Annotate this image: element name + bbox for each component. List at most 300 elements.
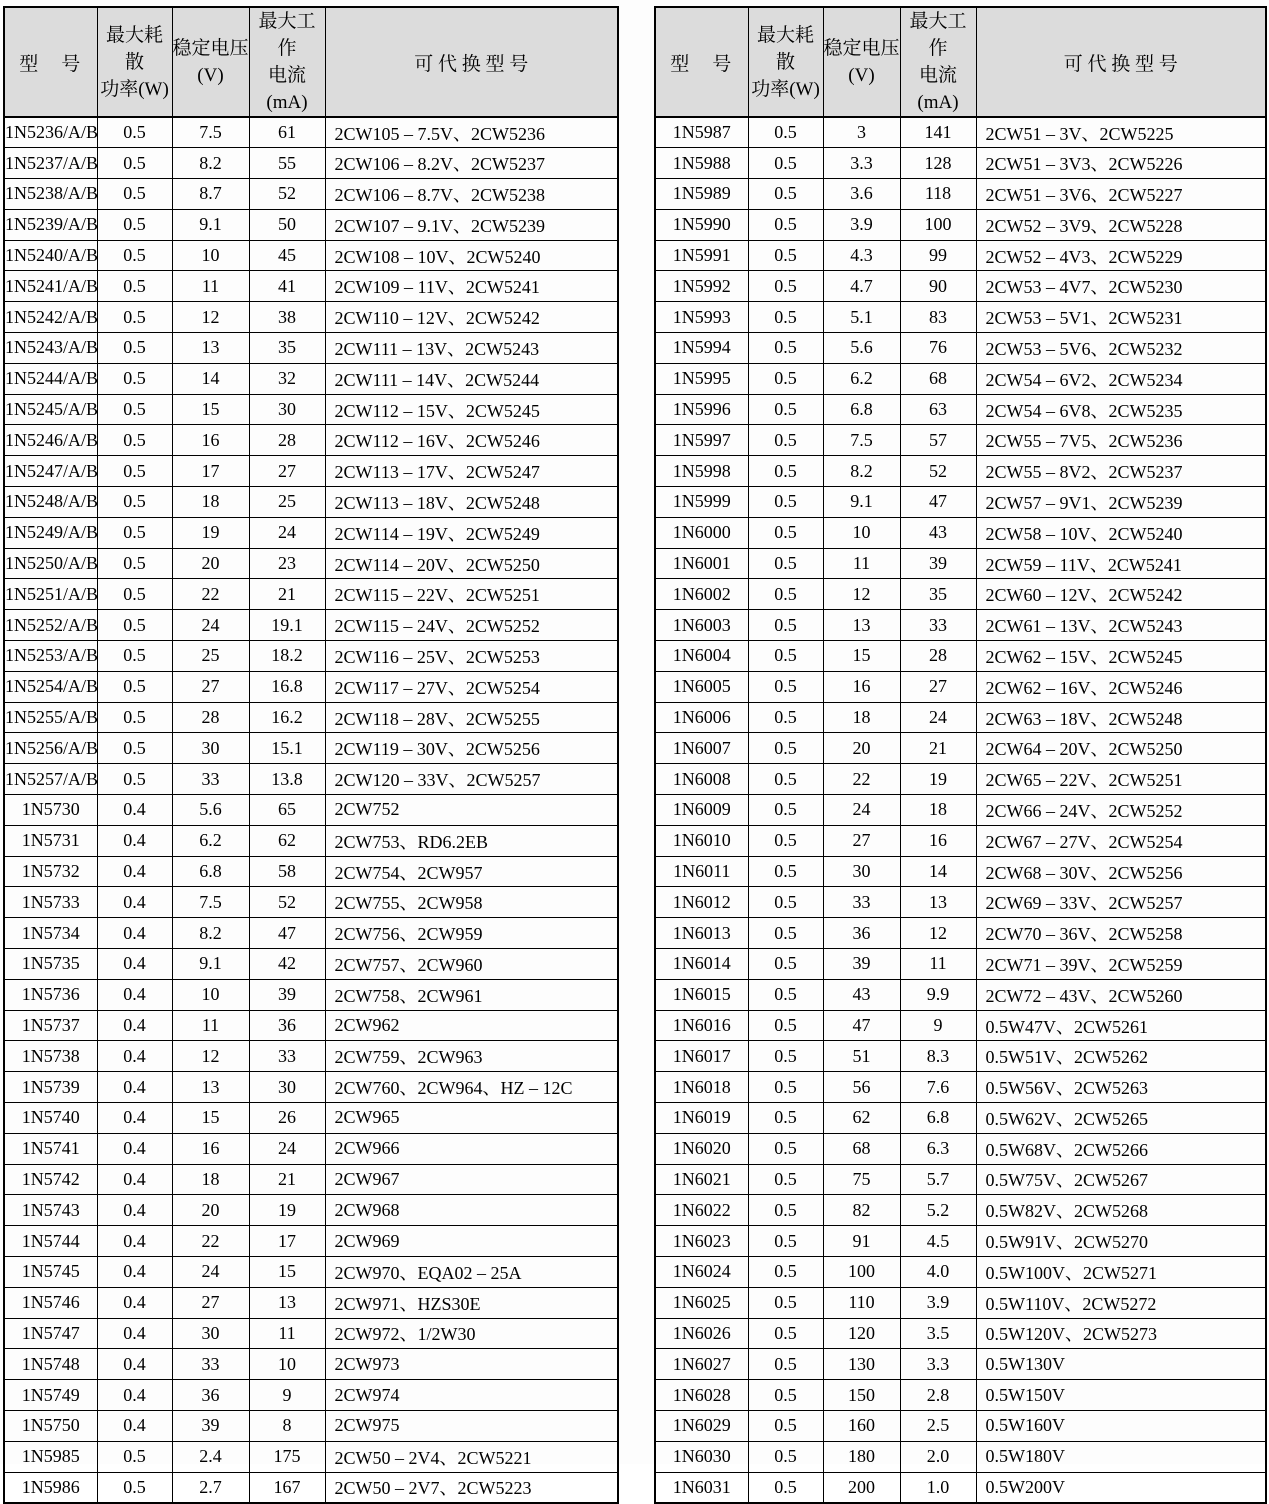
power-cell: 0.4 bbox=[97, 1103, 172, 1134]
current-cell: 30 bbox=[249, 1072, 325, 1103]
voltage-cell: 39 bbox=[172, 1410, 249, 1441]
voltage-cell: 7.5 bbox=[823, 425, 900, 456]
table-row bbox=[655, 1472, 1266, 1503]
power-cell: 0.5 bbox=[748, 1349, 823, 1380]
header-max-current: 最大工作 电流(mA) bbox=[249, 7, 325, 117]
table-row bbox=[655, 517, 1266, 548]
model-cell: 1N5236/A/B bbox=[4, 117, 97, 148]
header-replacement-models: 可 代 换 型 号 bbox=[325, 7, 618, 117]
replacement-cell: 2CW105 – 7.5V、2CW5236 bbox=[325, 117, 618, 148]
voltage-cell: 11 bbox=[172, 1010, 249, 1041]
voltage-cell: 3.3 bbox=[823, 148, 900, 179]
replacement-cell: 2CW115 – 22V、2CW5251 bbox=[325, 579, 618, 610]
power-cell: 0.5 bbox=[748, 1133, 823, 1164]
power-cell: 0.5 bbox=[97, 209, 172, 240]
table-row bbox=[4, 671, 618, 702]
table-row bbox=[4, 918, 618, 949]
model-cell: 1N5245/A/B bbox=[4, 394, 97, 425]
table-row bbox=[4, 333, 618, 364]
replacement-cell: 2CW754、2CW957 bbox=[325, 856, 618, 887]
replacement-cell: 2CW57 – 9V1、2CW5239 bbox=[976, 487, 1266, 518]
replacement-cell: 2CW113 – 17V、2CW5247 bbox=[325, 456, 618, 487]
voltage-cell: 13 bbox=[172, 1072, 249, 1103]
voltage-cell: 33 bbox=[172, 764, 249, 795]
table-row bbox=[4, 795, 618, 826]
table-row bbox=[655, 271, 1266, 302]
voltage-cell: 7.5 bbox=[172, 117, 249, 148]
table-row bbox=[655, 179, 1266, 210]
replacement-cell: 2CW59 – 11V、2CW5241 bbox=[976, 548, 1266, 579]
model-cell: 1N5749 bbox=[4, 1380, 97, 1411]
model-cell: 1N5999 bbox=[655, 487, 748, 518]
voltage-cell: 12 bbox=[172, 302, 249, 333]
replacement-cell: 2CW115 – 24V、2CW5252 bbox=[325, 610, 618, 641]
power-cell: 0.4 bbox=[97, 1041, 172, 1072]
current-cell: 52 bbox=[900, 456, 976, 487]
table-row bbox=[4, 1133, 618, 1164]
replacement-cell: 2CW967 bbox=[325, 1164, 618, 1195]
current-cell: 33 bbox=[900, 610, 976, 641]
replacement-cell: 2CW966 bbox=[325, 1133, 618, 1164]
table-row bbox=[655, 1103, 1266, 1134]
voltage-cell: 56 bbox=[823, 1072, 900, 1103]
table-row bbox=[4, 1318, 618, 1349]
current-cell: 16 bbox=[900, 825, 976, 856]
table-row bbox=[655, 702, 1266, 733]
current-cell: 47 bbox=[900, 487, 976, 518]
model-cell: 1N6015 bbox=[655, 979, 748, 1010]
power-cell: 0.4 bbox=[97, 1226, 172, 1257]
power-cell: 0.5 bbox=[748, 825, 823, 856]
table-row bbox=[4, 456, 618, 487]
model-cell: 1N5990 bbox=[655, 209, 748, 240]
power-cell: 0.4 bbox=[97, 1410, 172, 1441]
voltage-cell: 27 bbox=[172, 671, 249, 702]
table-row bbox=[4, 1472, 618, 1503]
power-cell: 0.5 bbox=[748, 240, 823, 271]
replacement-cell: 0.5W160V bbox=[976, 1410, 1266, 1441]
power-cell: 0.4 bbox=[97, 918, 172, 949]
voltage-cell: 11 bbox=[823, 548, 900, 579]
model-cell: 1N6010 bbox=[655, 825, 748, 856]
voltage-cell: 100 bbox=[823, 1256, 900, 1287]
replacement-cell: 2CW61 – 13V、2CW5243 bbox=[976, 610, 1266, 641]
current-cell: 9 bbox=[249, 1380, 325, 1411]
power-cell: 0.5 bbox=[97, 363, 172, 394]
model-cell: 1N5741 bbox=[4, 1133, 97, 1164]
model-cell: 1N5739 bbox=[4, 1072, 97, 1103]
table-row bbox=[655, 825, 1266, 856]
model-cell: 1N6013 bbox=[655, 918, 748, 949]
model-cell: 1N5996 bbox=[655, 394, 748, 425]
current-cell: 18.2 bbox=[249, 641, 325, 672]
table-row bbox=[4, 425, 618, 456]
replacement-cell: 2CW971、HZS30E bbox=[325, 1287, 618, 1318]
table-row bbox=[655, 209, 1266, 240]
voltage-cell: 200 bbox=[823, 1472, 900, 1503]
voltage-cell: 2.4 bbox=[172, 1441, 249, 1472]
replacement-cell: 2CW72 – 43V、2CW5260 bbox=[976, 979, 1266, 1010]
current-cell: 38 bbox=[249, 302, 325, 333]
replacement-cell: 2CW107 – 9.1V、2CW5239 bbox=[325, 209, 618, 240]
replacement-cell: 2CW52 – 4V3、2CW5229 bbox=[976, 240, 1266, 271]
power-cell: 0.5 bbox=[748, 456, 823, 487]
model-cell: 1N5991 bbox=[655, 240, 748, 271]
model-cell: 1N6025 bbox=[655, 1287, 748, 1318]
power-cell: 0.5 bbox=[748, 425, 823, 456]
voltage-cell: 6.8 bbox=[823, 394, 900, 425]
replacement-cell: 2CW50 – 2V4、2CW5221 bbox=[325, 1441, 618, 1472]
model-cell: 1N5737 bbox=[4, 1010, 97, 1041]
current-cell: 41 bbox=[249, 271, 325, 302]
model-cell: 1N6022 bbox=[655, 1195, 748, 1226]
model-cell: 1N6006 bbox=[655, 702, 748, 733]
table-row bbox=[4, 579, 618, 610]
table-row bbox=[655, 240, 1266, 271]
power-cell: 0.4 bbox=[97, 887, 172, 918]
voltage-cell: 150 bbox=[823, 1380, 900, 1411]
table-row bbox=[655, 394, 1266, 425]
power-cell: 0.5 bbox=[748, 1010, 823, 1041]
current-cell: 26 bbox=[249, 1103, 325, 1134]
header-max-power: 最大耗散 功率(W) bbox=[748, 7, 823, 117]
replacement-cell: 2CW51 – 3V6、2CW5227 bbox=[976, 179, 1266, 210]
power-cell: 0.4 bbox=[97, 1133, 172, 1164]
voltage-cell: 12 bbox=[172, 1041, 249, 1072]
current-cell: 39 bbox=[249, 979, 325, 1010]
current-cell: 15 bbox=[249, 1256, 325, 1287]
voltage-cell: 16 bbox=[823, 671, 900, 702]
current-cell: 19.1 bbox=[249, 610, 325, 641]
voltage-cell: 17 bbox=[172, 456, 249, 487]
replacement-cell: 2CW758、2CW961 bbox=[325, 979, 618, 1010]
replacement-cell: 2CW114 – 20V、2CW5250 bbox=[325, 548, 618, 579]
voltage-cell: 33 bbox=[172, 1349, 249, 1380]
table-row bbox=[4, 733, 618, 764]
replacement-cell: 2CW109 – 11V、2CW5241 bbox=[325, 271, 618, 302]
table-row bbox=[4, 887, 618, 918]
power-cell: 0.4 bbox=[97, 1349, 172, 1380]
model-cell: 1N6002 bbox=[655, 579, 748, 610]
power-cell: 0.5 bbox=[97, 733, 172, 764]
table-row bbox=[655, 856, 1266, 887]
voltage-cell: 75 bbox=[823, 1164, 900, 1195]
replacement-cell: 2CW70 – 36V、2CW5258 bbox=[976, 918, 1266, 949]
current-cell: 25 bbox=[249, 487, 325, 518]
model-cell: 1N6021 bbox=[655, 1164, 748, 1195]
replacement-cell: 2CW759、2CW963 bbox=[325, 1041, 618, 1072]
current-cell: 90 bbox=[900, 271, 976, 302]
power-cell: 0.5 bbox=[748, 333, 823, 364]
voltage-cell: 24 bbox=[172, 610, 249, 641]
current-cell: 45 bbox=[249, 240, 325, 271]
voltage-cell: 24 bbox=[172, 1256, 249, 1287]
table-row bbox=[655, 1041, 1266, 1072]
model-cell: 1N5736 bbox=[4, 979, 97, 1010]
model-cell: 1N6017 bbox=[655, 1041, 748, 1072]
model-cell: 1N5732 bbox=[4, 856, 97, 887]
current-cell: 21 bbox=[900, 733, 976, 764]
power-cell: 0.5 bbox=[748, 733, 823, 764]
table-row bbox=[4, 209, 618, 240]
current-cell: 28 bbox=[900, 641, 976, 672]
current-cell: 5.2 bbox=[900, 1195, 976, 1226]
replacement-cell: 0.5W75V、2CW5267 bbox=[976, 1164, 1266, 1195]
replacement-cell: 2CW117 – 27V、2CW5254 bbox=[325, 671, 618, 702]
voltage-cell: 27 bbox=[823, 825, 900, 856]
power-cell: 0.5 bbox=[97, 579, 172, 610]
current-cell: 14 bbox=[900, 856, 976, 887]
replacement-cell: 2CW71 – 39V、2CW5259 bbox=[976, 949, 1266, 980]
current-cell: 23 bbox=[249, 548, 325, 579]
table-row bbox=[655, 148, 1266, 179]
power-cell: 0.5 bbox=[748, 887, 823, 918]
current-cell: 4.0 bbox=[900, 1256, 976, 1287]
current-cell: 9.9 bbox=[900, 979, 976, 1010]
replacement-cell: 2CW51 – 3V3、2CW5226 bbox=[976, 148, 1266, 179]
power-cell: 0.5 bbox=[97, 425, 172, 456]
current-cell: 62 bbox=[249, 825, 325, 856]
voltage-cell: 16 bbox=[172, 425, 249, 456]
power-cell: 0.4 bbox=[97, 825, 172, 856]
table-row bbox=[4, 1010, 618, 1041]
replacement-cell: 2CW50 – 2V7、2CW5223 bbox=[325, 1472, 618, 1503]
power-cell: 0.5 bbox=[97, 610, 172, 641]
power-cell: 0.5 bbox=[748, 1072, 823, 1103]
model-cell: 1N5746 bbox=[4, 1287, 97, 1318]
table-row bbox=[4, 179, 618, 210]
current-cell: 35 bbox=[249, 333, 325, 364]
current-cell: 18 bbox=[900, 795, 976, 826]
voltage-cell: 120 bbox=[823, 1318, 900, 1349]
power-cell: 0.5 bbox=[748, 271, 823, 302]
power-cell: 0.5 bbox=[97, 394, 172, 425]
current-cell: 65 bbox=[249, 795, 325, 826]
voltage-cell: 3.9 bbox=[823, 209, 900, 240]
model-cell: 1N6029 bbox=[655, 1410, 748, 1441]
voltage-cell: 5.6 bbox=[172, 795, 249, 826]
table-row bbox=[655, 302, 1266, 333]
replacement-cell: 2CW54 – 6V8、2CW5235 bbox=[976, 394, 1266, 425]
replacement-cell: 2CW970、EQA02 – 25A bbox=[325, 1256, 618, 1287]
power-cell: 0.5 bbox=[748, 610, 823, 641]
power-cell: 0.5 bbox=[748, 548, 823, 579]
voltage-cell: 13 bbox=[172, 333, 249, 364]
replacement-cell: 2CW962 bbox=[325, 1010, 618, 1041]
model-cell: 1N6001 bbox=[655, 548, 748, 579]
model-cell: 1N5985 bbox=[4, 1441, 97, 1472]
power-cell: 0.5 bbox=[748, 1226, 823, 1257]
power-cell: 0.4 bbox=[97, 1164, 172, 1195]
replacement-cell: 2CW60 – 12V、2CW5242 bbox=[976, 579, 1266, 610]
model-cell: 1N5733 bbox=[4, 887, 97, 918]
replacement-cell: 0.5W82V、2CW5268 bbox=[976, 1195, 1266, 1226]
model-cell: 1N6028 bbox=[655, 1380, 748, 1411]
replacement-cell: 2CW753、RD6.2EB bbox=[325, 825, 618, 856]
replacement-cell: 2CW53 – 5V6、2CW5232 bbox=[976, 333, 1266, 364]
power-cell: 0.5 bbox=[97, 456, 172, 487]
replacement-cell: 0.5W56V、2CW5263 bbox=[976, 1072, 1266, 1103]
model-cell: 1N5257/A/B bbox=[4, 764, 97, 795]
voltage-cell: 18 bbox=[172, 487, 249, 518]
table-body-left bbox=[4, 117, 618, 1503]
model-cell: 1N5740 bbox=[4, 1103, 97, 1134]
table-row bbox=[4, 979, 618, 1010]
current-cell: 33 bbox=[249, 1041, 325, 1072]
current-cell: 2.0 bbox=[900, 1441, 976, 1472]
model-cell: 1N6005 bbox=[655, 671, 748, 702]
replacement-cell: 2CW116 – 25V、2CW5253 bbox=[325, 641, 618, 672]
table-row bbox=[4, 1103, 618, 1134]
voltage-cell: 10 bbox=[172, 979, 249, 1010]
power-cell: 0.4 bbox=[97, 795, 172, 826]
power-cell: 0.4 bbox=[97, 1010, 172, 1041]
model-cell: 1N6011 bbox=[655, 856, 748, 887]
table-row bbox=[4, 1287, 618, 1318]
replacement-cell: 2CW120 – 33V、2CW5257 bbox=[325, 764, 618, 795]
power-cell: 0.5 bbox=[748, 795, 823, 826]
voltage-cell: 4.3 bbox=[823, 240, 900, 271]
table-row bbox=[655, 363, 1266, 394]
voltage-cell: 110 bbox=[823, 1287, 900, 1318]
voltage-cell: 8.2 bbox=[823, 456, 900, 487]
current-cell: 30 bbox=[249, 394, 325, 425]
power-cell: 0.5 bbox=[748, 302, 823, 333]
current-cell: 141 bbox=[900, 117, 976, 148]
voltage-cell: 22 bbox=[823, 764, 900, 795]
voltage-cell: 62 bbox=[823, 1103, 900, 1134]
power-cell: 0.4 bbox=[97, 1195, 172, 1226]
voltage-cell: 11 bbox=[172, 271, 249, 302]
spec-table-right bbox=[654, 6, 1267, 1504]
table-header-right bbox=[655, 7, 1266, 117]
voltage-cell: 30 bbox=[172, 1318, 249, 1349]
header-row bbox=[4, 7, 618, 117]
model-cell: 1N5742 bbox=[4, 1164, 97, 1195]
replacement-cell: 2CW62 – 15V、2CW5245 bbox=[976, 641, 1266, 672]
power-cell: 0.5 bbox=[748, 1041, 823, 1072]
replacement-cell: 2CW63 – 18V、2CW5248 bbox=[976, 702, 1266, 733]
replacement-cell: 2CW973 bbox=[325, 1349, 618, 1380]
current-cell: 8.3 bbox=[900, 1041, 976, 1072]
model-cell: 1N5249/A/B bbox=[4, 517, 97, 548]
power-cell: 0.5 bbox=[97, 1472, 172, 1503]
power-cell: 0.5 bbox=[97, 148, 172, 179]
voltage-cell: 28 bbox=[172, 702, 249, 733]
table-row bbox=[655, 487, 1266, 518]
replacement-cell: 2CW67 – 27V、2CW5254 bbox=[976, 825, 1266, 856]
current-cell: 3.9 bbox=[900, 1287, 976, 1318]
model-cell: 1N5747 bbox=[4, 1318, 97, 1349]
power-cell: 0.5 bbox=[748, 179, 823, 210]
replacement-cell: 2CW757、2CW960 bbox=[325, 949, 618, 980]
power-cell: 0.5 bbox=[97, 240, 172, 271]
table-row bbox=[655, 887, 1266, 918]
replacement-cell: 2CW755、2CW958 bbox=[325, 887, 618, 918]
replacement-cell: 2CW106 – 8.7V、2CW5238 bbox=[325, 179, 618, 210]
power-cell: 0.5 bbox=[748, 1472, 823, 1503]
table-row bbox=[655, 764, 1266, 795]
table-row bbox=[655, 1318, 1266, 1349]
power-cell: 0.5 bbox=[97, 117, 172, 148]
current-cell: 10 bbox=[249, 1349, 325, 1380]
current-cell: 9 bbox=[900, 1010, 976, 1041]
table-row bbox=[4, 641, 618, 672]
voltage-cell: 10 bbox=[172, 240, 249, 271]
power-cell: 0.4 bbox=[97, 1072, 172, 1103]
replacement-cell: 2CW65 – 22V、2CW5251 bbox=[976, 764, 1266, 795]
voltage-cell: 20 bbox=[172, 1195, 249, 1226]
power-cell: 0.4 bbox=[97, 1318, 172, 1349]
power-cell: 0.5 bbox=[748, 1287, 823, 1318]
current-cell: 167 bbox=[249, 1472, 325, 1503]
replacement-cell: 2CW975 bbox=[325, 1410, 618, 1441]
model-cell: 1N6030 bbox=[655, 1441, 748, 1472]
model-cell: 1N5244/A/B bbox=[4, 363, 97, 394]
voltage-cell: 160 bbox=[823, 1410, 900, 1441]
voltage-cell: 5.6 bbox=[823, 333, 900, 364]
power-cell: 0.5 bbox=[97, 548, 172, 579]
voltage-cell: 7.5 bbox=[172, 887, 249, 918]
replacement-cell: 2CW972、1/2W30 bbox=[325, 1318, 618, 1349]
model-cell: 1N6000 bbox=[655, 517, 748, 548]
voltage-cell: 91 bbox=[823, 1226, 900, 1257]
voltage-cell: 6.8 bbox=[172, 856, 249, 887]
voltage-cell: 24 bbox=[823, 795, 900, 826]
table-row bbox=[4, 487, 618, 518]
table-row bbox=[4, 1072, 618, 1103]
power-cell: 0.5 bbox=[748, 1318, 823, 1349]
table-row bbox=[655, 795, 1266, 826]
model-cell: 1N5253/A/B bbox=[4, 641, 97, 672]
table-row bbox=[4, 271, 618, 302]
current-cell: 15.1 bbox=[249, 733, 325, 764]
header-stable-voltage: 稳定电压 (V) bbox=[172, 7, 249, 117]
model-cell: 1N5242/A/B bbox=[4, 302, 97, 333]
model-cell: 1N6007 bbox=[655, 733, 748, 764]
power-cell: 0.5 bbox=[748, 579, 823, 610]
current-cell: 17 bbox=[249, 1226, 325, 1257]
current-cell: 4.5 bbox=[900, 1226, 976, 1257]
replacement-cell: 2CW111 – 14V、2CW5244 bbox=[325, 363, 618, 394]
current-cell: 13 bbox=[900, 887, 976, 918]
voltage-cell: 5.1 bbox=[823, 302, 900, 333]
replacement-cell: 2CW114 – 19V、2CW5249 bbox=[325, 517, 618, 548]
model-cell: 1N5240/A/B bbox=[4, 240, 97, 271]
current-cell: 99 bbox=[900, 240, 976, 271]
table-row bbox=[4, 1256, 618, 1287]
model-cell: 1N5994 bbox=[655, 333, 748, 364]
table-row bbox=[4, 517, 618, 548]
header-model: 型 号 bbox=[655, 7, 748, 117]
voltage-cell: 9.1 bbox=[172, 949, 249, 980]
table-row bbox=[655, 1195, 1266, 1226]
power-cell: 0.5 bbox=[748, 517, 823, 548]
model-cell: 1N6031 bbox=[655, 1472, 748, 1503]
replacement-cell: 2CW68 – 30V、2CW5256 bbox=[976, 856, 1266, 887]
current-cell: 118 bbox=[900, 179, 976, 210]
current-cell: 7.6 bbox=[900, 1072, 976, 1103]
current-cell: 24 bbox=[900, 702, 976, 733]
model-cell: 1N5251/A/B bbox=[4, 579, 97, 610]
power-cell: 0.5 bbox=[97, 764, 172, 795]
replacement-cell: 2CW969 bbox=[325, 1226, 618, 1257]
table-row bbox=[4, 702, 618, 733]
current-cell: 52 bbox=[249, 887, 325, 918]
replacement-cell: 2CW55 – 8V2、2CW5237 bbox=[976, 456, 1266, 487]
current-cell: 61 bbox=[249, 117, 325, 148]
model-cell: 1N5735 bbox=[4, 949, 97, 980]
